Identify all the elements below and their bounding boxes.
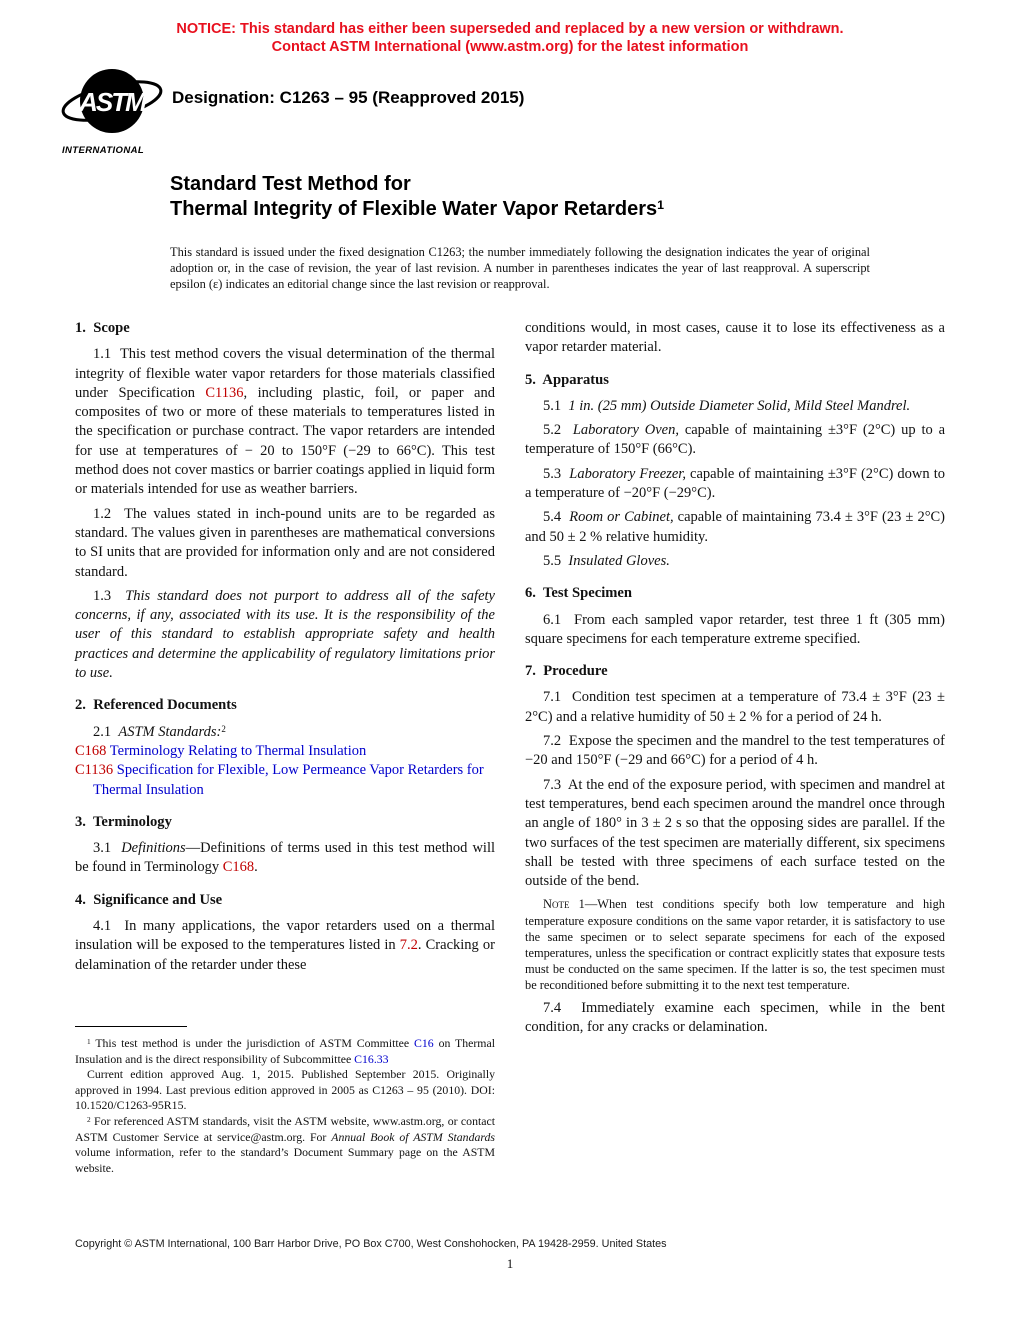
notice-banner [0,20,1020,56]
text-run: Definitions [121,840,186,857]
paragraph-7-2 [525,732,945,771]
note-1 [525,896,945,993]
text-run: Laboratory Oven, [572,422,679,439]
footnote-divider [75,1026,187,1027]
paragraph-4-1 [75,917,495,975]
text-run: Note [543,897,570,912]
text-run: 1. Scope [75,320,130,336]
text-run: 4. Significance and Use [75,891,223,908]
right-column [525,319,945,1043]
text-run: —Definitions of terms used in this test method will be found in Terminology [75,840,495,876]
paragraph-3-1 [75,839,495,878]
notice-line2: Contact ASTM International (www.astm.org) for the latest information [271,39,749,55]
designation: Designation: C1263 – 95 (Reapproved 2015) [172,88,525,107]
astm-globe-icon [60,64,168,142]
text-run: 6.1 From each sampled vapor retarder, test three 1 ft (305 mm) square specimens for each temperature extreme specified. [525,611,945,647]
text-run: 7. Procedure [525,663,608,680]
text-run: 2 [221,723,226,734]
doc-title [170,172,890,222]
title-line2-text: Thermal Integrity of Flexible Water Vapor Retarders [170,198,658,220]
text-run: , including plastic, foil, or paper and composites of two or more of these materials to temperatures listed in the specification or purchase contract. The vapor retarders are intended for use at temperatures of − 20 to 150°F (−29 to 66°C). This test method does not cover mastics or barrier coatings applied in liquid form or materials intended for use as weather barriers. [75,384,495,498]
paragraph-5-4 [525,508,945,547]
paragraph-1-3 [75,587,495,683]
text-run: Insulated Gloves. [568,552,670,569]
section-heading-procedure [525,662,945,681]
text-run: 4.1 In many applications, the vapor retarders used on a thermal insulation will be exposed to the temperatures listed in [75,918,495,954]
text-run: 2.1 [93,723,119,740]
section-heading-apparatus [525,371,945,390]
footnotes [75,1026,495,1176]
standard-link[interactable]: Specification for Flexible, Low Permeance Vapor Retarders for Thermal Insulation [93,762,484,798]
text-run: For referenced ASTM standards, visit the ASTM website, www.astm.org, or contact ASTM Customer Service at service@astm.org. For [75,1113,495,1144]
paragraph-5-2 [525,421,945,460]
text-run: . [254,859,258,876]
text-run: conditions would, in most cases, cause it to lose its effectiveness as a vapor retarder material. [525,320,945,356]
left-column [75,319,495,980]
logo-acronym: ASTM [79,87,145,117]
page-number: 1 [506,1256,514,1271]
title-line1: Standard Test Method for [170,173,411,195]
footnote-1 [75,1036,495,1067]
text-run: capable of maintaining 73.4 ± 3°F (23 ± 2°C) and 50 ± 2 % relative humidity. [525,509,945,545]
text-run: on Thermal Insulation and is the direct responsibility of Subcommittee [75,1036,495,1066]
standard-link[interactable]: C168 [75,742,107,759]
section-heading-terminology [75,813,495,832]
text-run: capable of maintaining ±3°F (2°C) up to a temperature of 150°F (66°C). [525,422,946,458]
preamble: This standard is issued under the fixed designation C1263; the number immediately following the designation indicates the year of original adoption or, in the case of revision, the year of last revision. A number in parentheses indicates the year of last reapproval. A superscript epsilon (ε) indicates an editorial change since the last revision or reapproval. [170,245,870,291]
text-run: 5.3 [543,465,570,482]
standard-link[interactable]: C16.33 [354,1051,389,1066]
text-run: 1.2 The values stated in inch-pound units are to be regarded as standard. The values given in parentheses are mathematical conversions to SI units that are provided for information only and are not considered standard. [75,505,495,580]
astm-logo [60,64,176,156]
text-run: 7.1 Condition test specimen at a temperature of 73.4 ± 3°F (23 ± 2°C) and a relative humidity of 50 ± 2 % for a period of 24 h. [525,689,945,725]
paragraph-1-1 [75,345,495,499]
reference-c168 [75,742,495,761]
text-run: Current edition approved Aug. 1, 2015. Published September 2015. Originally approved in 1994. Last previous edition approved in 2005 as C1263 – 95 (2010). DOI: 10.1520/C1263-95R15. [75,1067,495,1113]
text-run: 5.5 [543,552,569,569]
text-run: Annual Book of ASTM Standards [331,1129,496,1144]
text-run: 2 [87,1114,91,1124]
title-footnote-marker: 1 [657,198,665,213]
paragraph-1-2 [75,505,495,582]
title-line2 [170,197,890,222]
text-run: 3. Terminology [75,813,172,830]
reference-c1136 [75,761,495,800]
paragraph-7-3 [525,776,945,892]
standard-link[interactable]: Terminology Relating to Thermal Insulation [106,742,367,759]
text-run: 5. Apparatus [525,371,609,388]
text-run: 1.1 This test method covers the visual determination of the thermal integrity of flexible water vapor retarders for those materials classified under Specification [75,346,495,401]
paragraph-6-1 [525,611,945,650]
notice-line1: NOTICE: This standard has either been superseded and replaced by a new version or withdrawn. [176,21,844,37]
text-run: 7.4 Immediately examine each specimen, while in the bent condition, for any cracks or delamination. [525,999,945,1036]
text-run: 5.1 [543,397,569,414]
standard-link[interactable]: C168 [222,859,255,876]
paragraph-7-4 [525,999,945,1038]
text-run: This standard does not purport to address all of the safety concerns, if any, associated with its use. It is the responsibility of the user of this standard to establish appropriate safety and health practices and determine the applicability of regulatory limitations prior to use. [75,587,495,682]
standard-link[interactable]: C1136 [75,762,114,779]
text-run: Laboratory Freezer, [569,465,686,482]
footnote-2 [75,1114,495,1176]
section-heading-referenced-documents [75,696,495,715]
standard-link[interactable]: C16 [414,1036,434,1050]
text-run: 1—When test conditions specify both low temperature and high temperature exposure conditions on the same vapor retarder, it is satisfactory to use the same specimen or to select separate specimens for each of the exposed temperatures, unless the specification or contract explicitly states that exposure tests must be conducted on the same specimen. If the latter is so, the test specimen must be reconditioned before submitting it to the next test temperature. [525,897,945,992]
text-run: 5.2 [543,422,573,439]
text-run: 1 [87,1036,91,1046]
copyright-line: Copyright © ASTM International, 100 Barr Harbor Drive, PO Box C700, West Conshohocken, PA 19428-2959. United States [75,1238,667,1250]
section-heading-significance-and-use [75,891,495,910]
text-run: 2. Referenced Documents [75,697,237,714]
text-run: 7.2 Expose the specimen and the mandrel to the test temperatures of −20 and 150°F (−29 and 66°C) for a period of 4 h. [525,733,945,769]
text-run: Room or Cabinet, [569,509,674,526]
text-run: 5.4 [543,509,570,526]
paragraph-4-1-continued [525,319,945,358]
text-run: 3.1 [93,840,122,857]
text-run: 6. Test Specimen [525,585,633,602]
text-run: 1 in. (25 mm) Outside Diameter Solid, Mild Steel Mandrel. [568,397,911,414]
paragraph-5-3 [525,465,945,504]
standard-link[interactable]: 7.2 [399,937,418,954]
text-run: 7.3 At the end of the exposure period, with specimen and mandrel at test temperatures, bend each specimen around the mandrel once through an angle of 180° in 3 ± 2 s so that the opposing sides are parallel. If the two surfaces of the test specimen are materially different, six specimens shall be tested with three specimens of each surface tested on the outside of the bend. [525,776,945,890]
text-run: ASTM Standards: [118,723,222,740]
paragraph-5-1 [525,397,945,416]
logo-international-label: INTERNATIONAL [62,145,145,156]
section-heading-scope [75,319,495,338]
paragraph-7-1 [525,688,945,727]
footnote-1-continued [75,1067,495,1114]
text-run: volume information, refer to the standard’s Document Summary page on the ASTM website. [75,1145,495,1175]
text-run: This test method is under the jurisdiction of ASTM Committee [90,1036,415,1050]
text-run: 1.3 [93,587,126,604]
text-run: capable of maintaining ±3°F (2°C) down to a temperature of −20°F (−29°C). [525,465,945,502]
paragraph-2-1 [75,723,495,742]
standard-link[interactable]: C1136 [205,384,244,401]
section-heading-test-specimen [525,584,945,603]
text-run: . Cracking or delamination of the retarder under these [75,937,496,973]
paragraph-5-5 [525,552,945,571]
